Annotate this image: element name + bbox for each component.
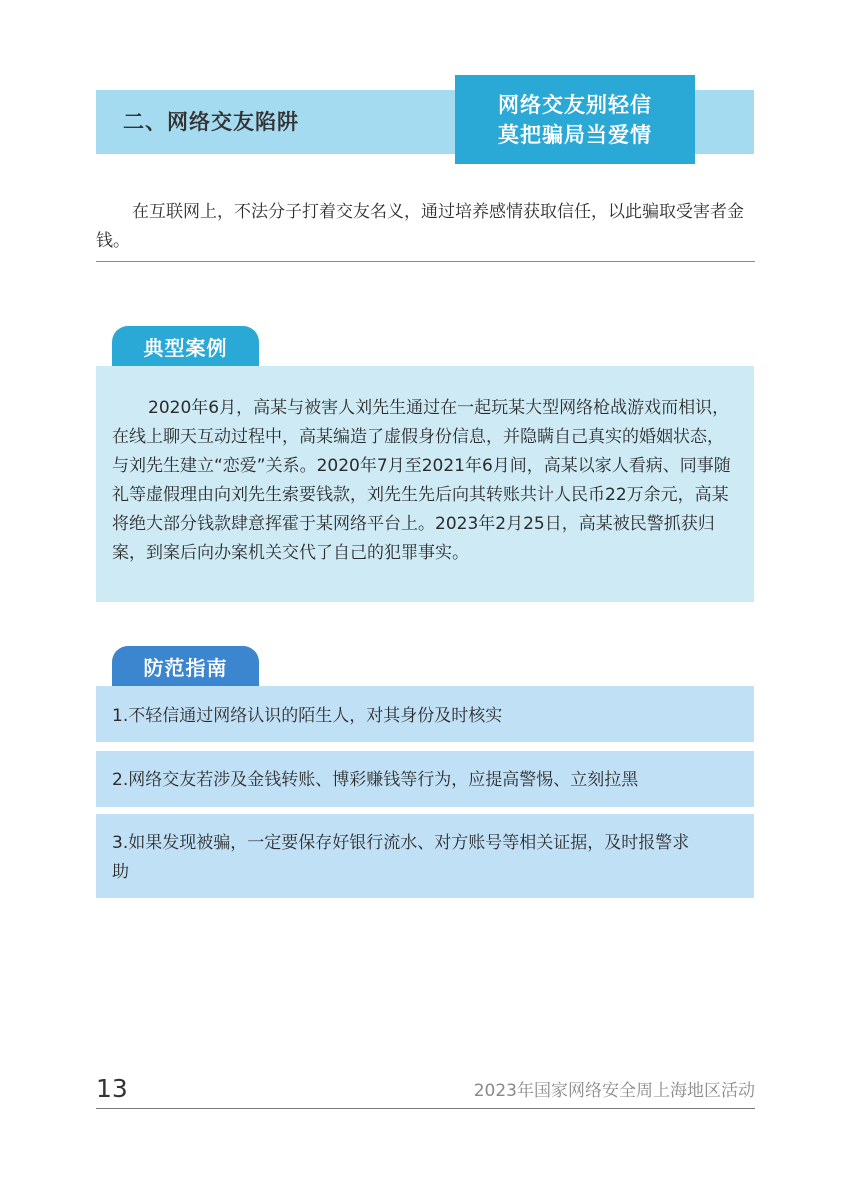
slogan-line-2: 莫把骗局当爱情 xyxy=(498,122,652,147)
guide-item-text: 3.如果发现被骗，一定要保存好银行流水、对方账号等相关证据，及时报警求助 xyxy=(112,833,690,882)
footer-title: 2023年国家网络安全周上海地区活动 xyxy=(473,1081,755,1101)
guide-item-text: 2.网络交友若涉及金钱转账、博彩赚钱等行为，应提高警惕、立刻拉黑 xyxy=(112,770,639,790)
case-tab: 典型案例 xyxy=(112,326,259,366)
page-number: 13 xyxy=(96,1074,128,1103)
guide-item-1 xyxy=(96,686,754,742)
case-text: 2020年6月，高某与被害人刘先生通过在一起玩某大型网络枪战游戏而相识，在线上聊天互动过程中，高某编造了虚假身份信息，并隐瞒自己真实的婚姻状态，与刘先生建立“恋爱”关系。2020年7月至2021年6月间，高某以家人看病、同事随礼等虚假理由向刘先生索要钱款，刘先生先后向其转账共计人民币22万余元，高某将绝大部分钱款肆意挥霍于某网络平台上。2023年2月25日，高某被民警抓获归案，到案后向办案机关交代了自己的犯罪事实。 xyxy=(112,398,731,563)
guide-item-text: 1.不轻信通过网络认识的陌生人，对其身份及时核实 xyxy=(112,706,503,726)
guide-tab: 防范指南 xyxy=(112,646,259,686)
section-title: 二、网络交友陷阱 xyxy=(123,110,299,134)
slogan-box xyxy=(455,75,695,164)
intro-paragraph: 在互联网上，不法分子打着交友名义，通过培养感情获取信任，以此骗取受害者金钱。 xyxy=(96,202,744,251)
slogan-line-1: 网络交友别轻信 xyxy=(498,92,652,117)
footer-divider xyxy=(96,1108,755,1109)
guide-item-2 xyxy=(96,751,754,807)
guide-item-3 xyxy=(96,814,754,898)
intro-divider xyxy=(96,261,755,262)
